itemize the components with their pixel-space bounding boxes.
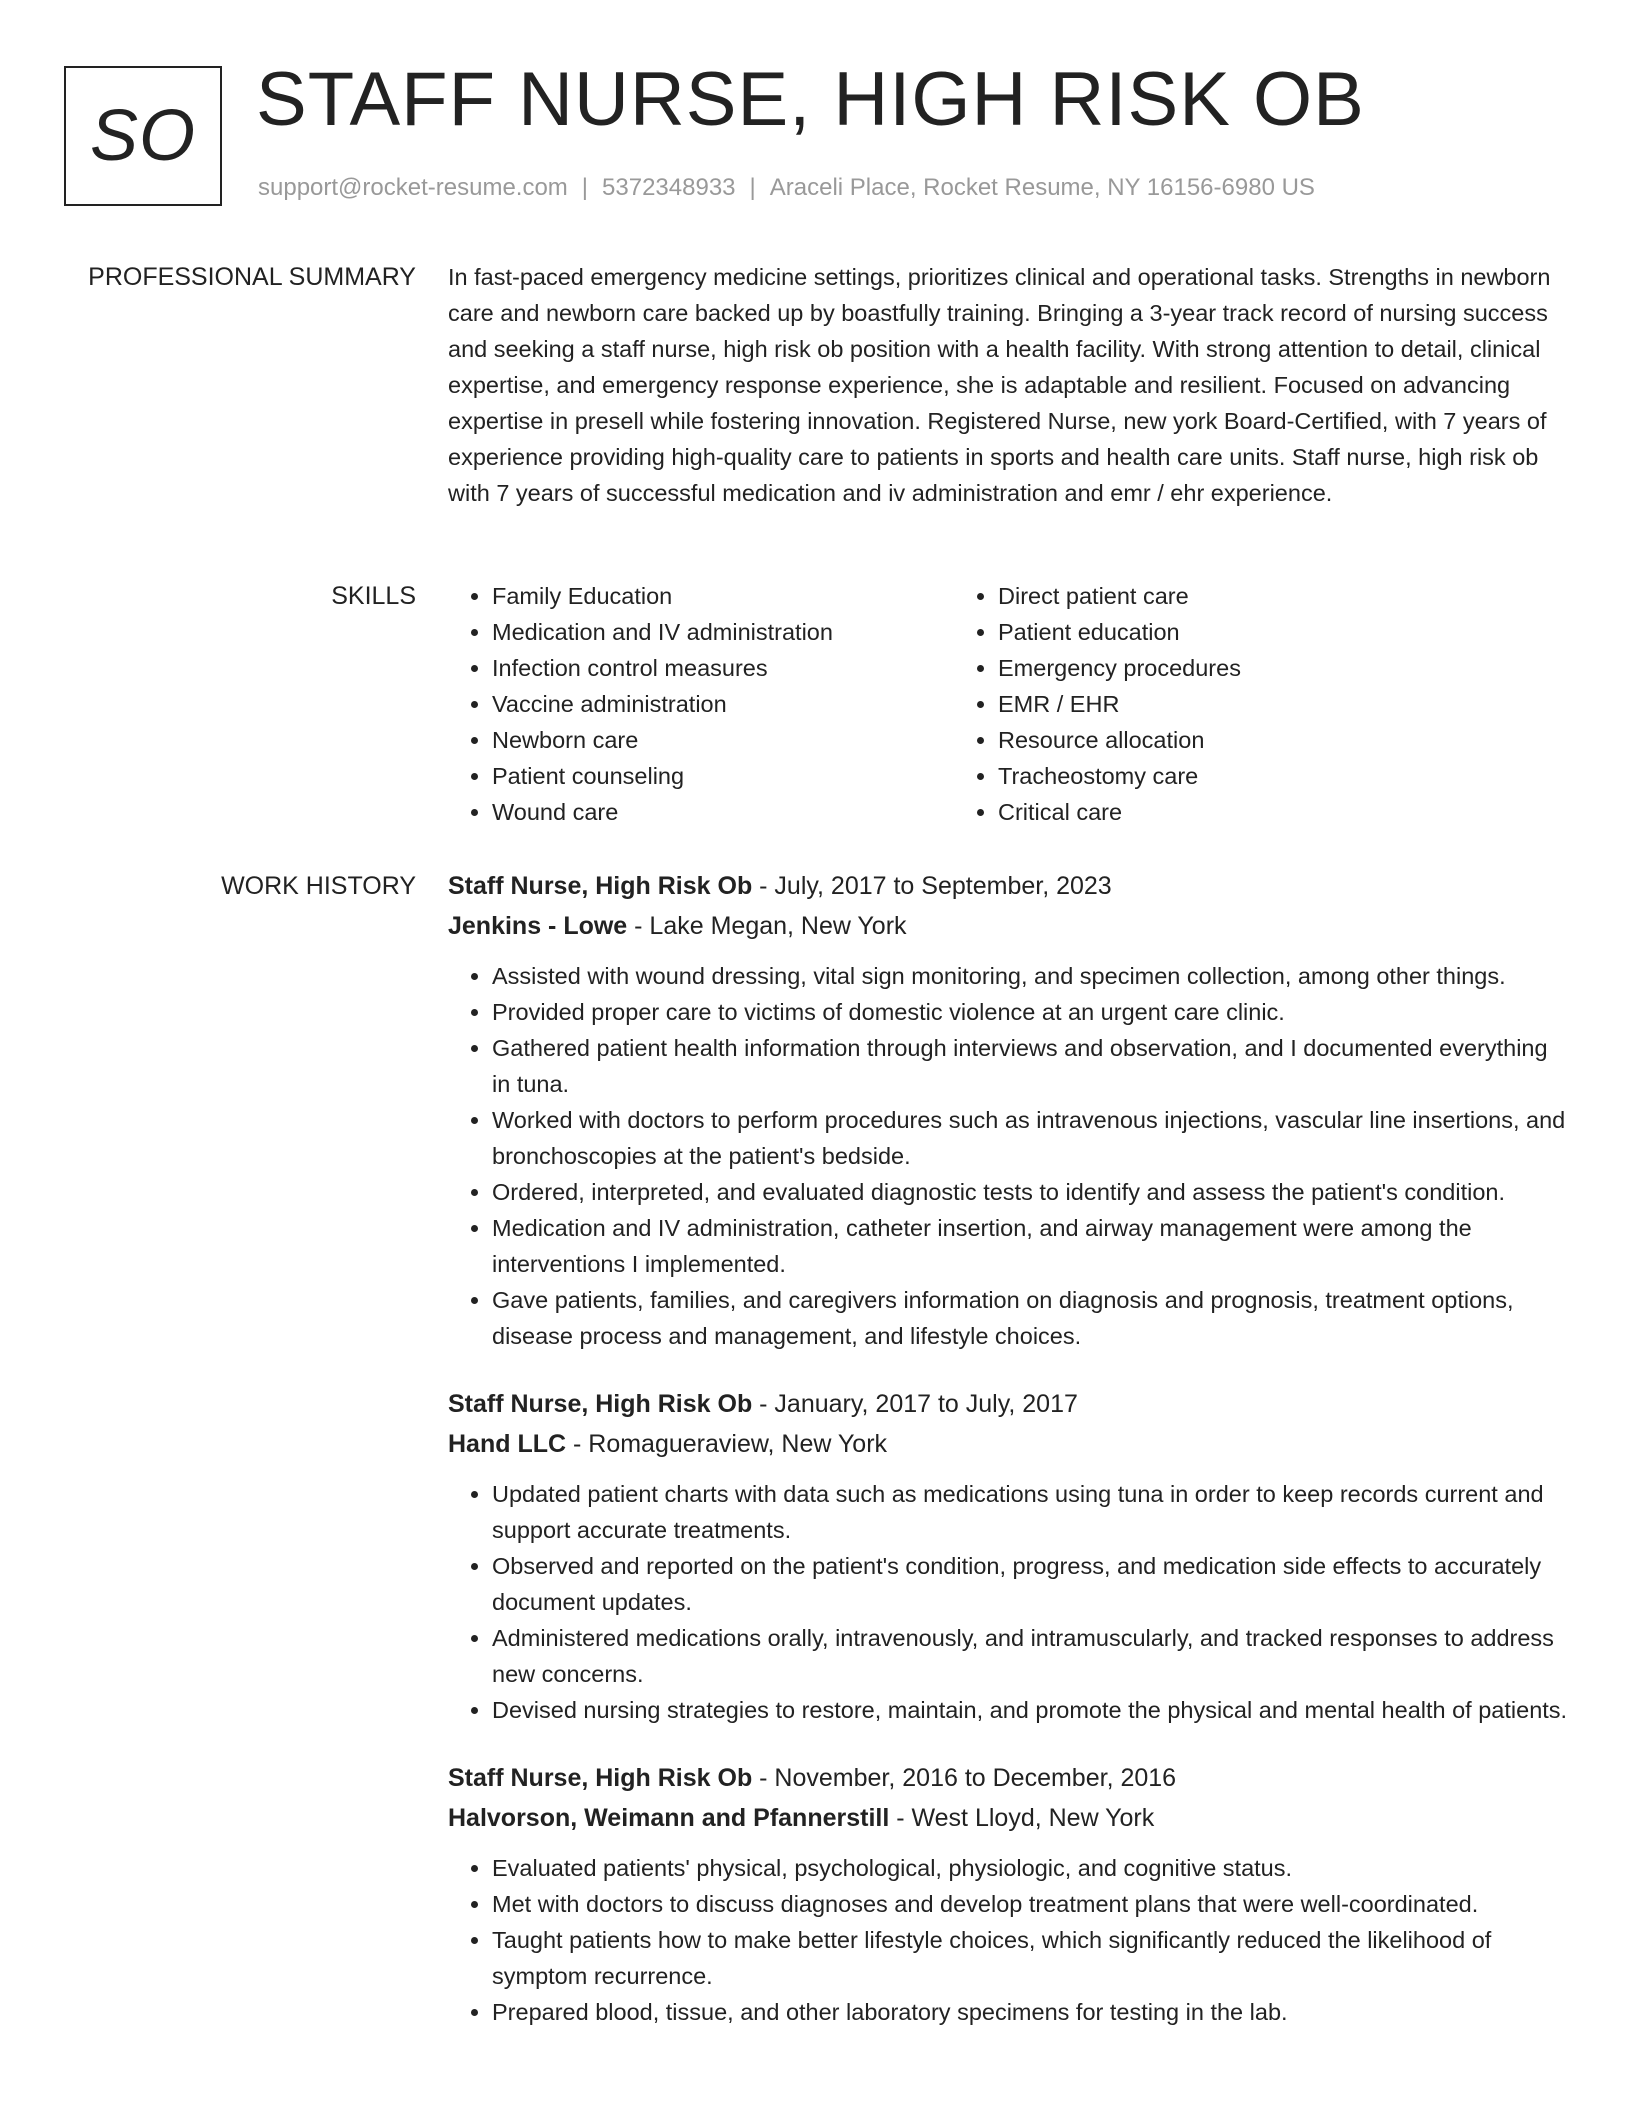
job-company-line <box>448 1424 1570 1464</box>
contact-separator: | <box>581 174 589 201</box>
skill-item: • Patient counseling <box>492 758 954 794</box>
skill-item: • EMR / EHR <box>998 686 1460 722</box>
skill-item: • Wound care <box>492 794 954 830</box>
job-dates: - November, 2016 to December, 2016 <box>752 1764 1177 1792</box>
job-bullet: • Taught patients how to make better lifestyle choices, which significantly reduced the likelihood of symptom recurrence. <box>492 1922 1570 1994</box>
job-bullet: • Devised nursing strategies to restore, maintain, and promote the physical and mental health of patients. <box>492 1692 1570 1728</box>
contact-phone[interactable]: 5372348933 <box>602 174 736 201</box>
job-bullet: • Prepared blood, tissue, and other laboratory specimens for testing in the lab. <box>492 1994 1570 2030</box>
work-history-body <box>448 866 1570 2060</box>
skill-item: • Vaccine administration <box>492 686 954 722</box>
skills-list-left <box>448 578 954 830</box>
skill-item: • Infection control measures <box>492 650 954 686</box>
job-company: Hand LLC <box>448 1430 567 1458</box>
monogram-logo: SO <box>64 66 222 206</box>
job-bullet: • Updated patient charts with data such as medications using tuna in order to keep records current and support accurate treatments. <box>492 1476 1570 1548</box>
skill-item: • Resource allocation <box>998 722 1460 758</box>
job-bullet: • Met with doctors to discuss diagnoses and develop treatment plans that were well-coordinated. <box>492 1886 1570 1922</box>
job-bullet: • Administered medications orally, intravenously, and intramuscularly, and tracked responses to address new concerns. <box>492 1620 1570 1692</box>
page-title: STAFF NURSE, HIGH RISK OB <box>256 57 1365 142</box>
job-bullet: • Gathered patient health information through interviews and observation, and I documented everything in tuna. <box>492 1030 1570 1102</box>
contact-email[interactable]: support@rocket-resume.com <box>258 174 568 201</box>
contact-line <box>258 174 1315 202</box>
job-dates: - January, 2017 to July, 2017 <box>752 1390 1078 1418</box>
skill-item: • Critical care <box>998 794 1460 830</box>
job-entry <box>448 1384 1570 1728</box>
job-company-line <box>448 906 1570 946</box>
skills-list-right <box>954 578 1460 830</box>
job-bullet: • Medication and IV administration, catheter insertion, and airway management were among the interventions I implemented. <box>492 1210 1570 1282</box>
skill-item: • Direct patient care <box>998 578 1460 614</box>
summary-body <box>448 259 1570 511</box>
skill-item: • Patient education <box>998 614 1460 650</box>
skills-body <box>448 578 1570 830</box>
summary-text: In fast-paced emergency medicine settings, prioritizes clinical and operational tasks. Strengths in newborn care and newborn care backed up by boastfully training. Bringing a 3-year track record of nursing success and seeking a staff nurse, high risk ob position with a health facility. With strong attention to detail, clinical expertise, and emergency response experience, she is adaptable and resilient. Focused on advancing expertise in presell while fostering innovation. Registered Nurse, new york Board-Certified, with 7 years of experience providing high-quality care to patients in sports and health care units. Staff nurse, high risk ob with 7 years of successful medication and iv administration and emr / ehr experience. <box>448 264 1551 506</box>
job-bullet: • Observed and reported on the patient's condition, progress, and medication side effects to accurately document updates. <box>492 1548 1570 1620</box>
job-entry <box>448 866 1570 1354</box>
job-bullets <box>448 958 1570 1354</box>
job-title-line <box>448 1384 1570 1424</box>
job-title: Staff Nurse, High Risk Ob <box>448 1764 753 1792</box>
job-company-line <box>448 1798 1570 1838</box>
job-bullet: • Ordered, interpreted, and evaluated diagnostic tests to identify and assess the patient's condition. <box>492 1174 1570 1210</box>
job-bullet: • Assisted with wound dressing, vital sign monitoring, and specimen collection, among other things. <box>492 958 1570 994</box>
job-location: - Romagueraview, New York <box>566 1430 888 1458</box>
skill-item: • Family Education <box>492 578 954 614</box>
contact-address: Araceli Place, Rocket Resume, NY 16156-6980 US <box>769 174 1315 201</box>
skill-item: • Tracheostomy care <box>998 758 1460 794</box>
job-title-line <box>448 1758 1570 1798</box>
job-title: Staff Nurse, High Risk Ob <box>448 872 753 900</box>
skills-heading: SKILLS <box>331 582 416 610</box>
job-bullet: • Evaluated patients' physical, psychological, physiologic, and cognitive status. <box>492 1850 1570 1886</box>
job-location: - West Lloyd, New York <box>889 1804 1155 1832</box>
work-history-heading: WORK HISTORY <box>221 872 416 900</box>
job-title: Staff Nurse, High Risk Ob <box>448 1390 753 1418</box>
job-entry <box>448 1758 1570 2030</box>
job-bullets <box>448 1476 1570 1728</box>
job-company: Halvorson, Weimann and Pfannerstill <box>448 1804 890 1832</box>
skill-item: • Emergency procedures <box>998 650 1460 686</box>
contact-separator: | <box>749 174 756 201</box>
job-company: Jenkins - Lowe <box>448 912 628 940</box>
skill-item: • Newborn care <box>492 722 954 758</box>
job-bullets <box>448 1850 1570 2030</box>
job-bullet: • Gave patients, families, and caregivers information on diagnosis and prognosis, treatment options, disease process and management, and lifestyle choices. <box>492 1282 1570 1354</box>
job-bullet: • Provided proper care to victims of domestic violence at an urgent care clinic. <box>492 994 1570 1030</box>
job-dates: - July, 2017 to September, 2023 <box>752 872 1112 900</box>
job-location: - Lake Megan, New York <box>627 912 907 940</box>
job-bullet: • Worked with doctors to perform procedures such as intravenous injections, vascular line insertions, and bronchoscopies at the patient's bedside. <box>492 1102 1570 1174</box>
summary-heading: PROFESSIONAL SUMMARY <box>88 263 416 291</box>
skill-item: • Medication and IV administration <box>492 614 954 650</box>
job-title-line <box>448 866 1570 906</box>
